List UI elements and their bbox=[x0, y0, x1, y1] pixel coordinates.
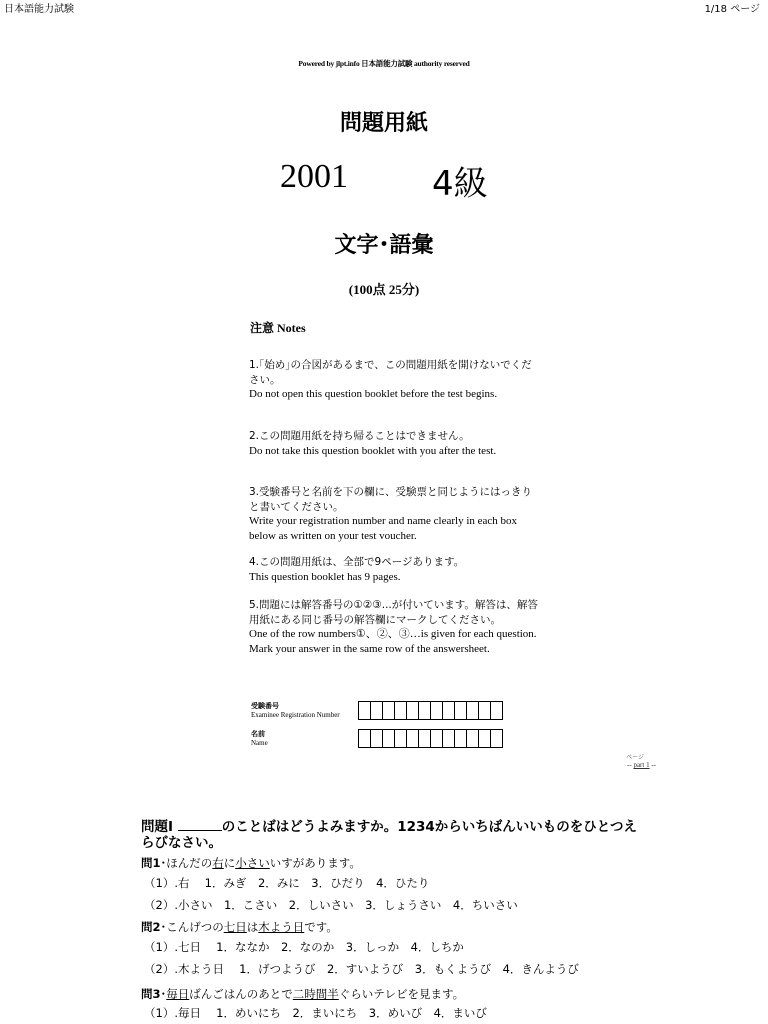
exam-level: 4級 bbox=[432, 164, 488, 204]
q-text: です。 bbox=[304, 920, 338, 934]
q-text: ばんごはんのあとで bbox=[189, 987, 293, 1001]
q-text: ･ bbox=[160, 987, 167, 1001]
note-en: Write your registration number and name clearly in each box below as written on your test voucher. bbox=[249, 515, 518, 542]
answer-options: （2）.小さい 1．こさい 2．しいさい 3．しょうさい 4．ちいさい bbox=[144, 898, 518, 912]
note-item bbox=[249, 555, 539, 584]
note-en: Do not open this question booklet before the test begins. bbox=[249, 388, 498, 400]
registration-label-jp: 受験番号 bbox=[251, 702, 279, 710]
name-label-en: Name bbox=[251, 739, 268, 747]
q-underlined: 小さい bbox=[235, 856, 270, 870]
q-underlined: 木よう日 bbox=[258, 920, 305, 934]
page-part-suffix: -- bbox=[649, 761, 656, 769]
exam-points-time: (100点 25分) bbox=[348, 282, 420, 297]
q-text: は bbox=[246, 920, 259, 934]
name-boxes[interactable] bbox=[358, 729, 502, 748]
page-title: 問題用紙 bbox=[339, 111, 428, 136]
note-item bbox=[249, 429, 539, 458]
exam-year: 2001 bbox=[280, 158, 348, 195]
question-1 bbox=[141, 855, 361, 871]
q-underlined: 七日 bbox=[223, 920, 247, 934]
question-2 bbox=[141, 919, 338, 935]
q-text: いすがあります。 bbox=[269, 856, 361, 870]
q-underlined: 毎日 bbox=[166, 987, 190, 1001]
note-en: One of the row numbers①、②、③…is given for each question. Mark your answer in the same row of the answersheet. bbox=[249, 628, 537, 655]
name-label bbox=[251, 730, 268, 748]
note-jp: 3.受験番号と名前を下の欄に、受験票と同じようにはっきりと書いてください。 bbox=[249, 486, 533, 513]
q-underlined: 二時間半 bbox=[292, 987, 339, 1001]
q-text: ･ほんだの bbox=[160, 856, 213, 870]
note-en: This question booklet has 9 pages. bbox=[249, 570, 401, 583]
question-section-intro bbox=[141, 818, 641, 851]
page-part-footer bbox=[627, 761, 656, 769]
notes-heading: 注意 Notes bbox=[250, 321, 306, 335]
section-instruction: のことばはどうよみますか。1234からいちばんいいものをひとつえらびなさい。 bbox=[141, 819, 638, 851]
note-jp: 2.この問題用紙を持ち帰ることはできません。 bbox=[249, 430, 470, 442]
exam-subject: 文字･語彙 bbox=[334, 233, 434, 258]
q-text: ･こんげつの bbox=[160, 920, 224, 934]
name-box[interactable] bbox=[490, 729, 503, 748]
name-label-jp: 名前 bbox=[251, 730, 265, 738]
header-page-indicator: 1/18 ページ bbox=[704, 4, 760, 15]
q-underlined: 右 bbox=[212, 856, 224, 870]
page-part-link[interactable]: part 1 bbox=[633, 761, 650, 769]
note-jp: 4.この問題用紙は、全部で9ページあります。 bbox=[249, 556, 465, 568]
note-item bbox=[249, 485, 539, 543]
answer-options: （2）.木よう日 1．げつようび 2．すいようび 3．もくようび 4．きんようび bbox=[144, 962, 579, 976]
note-item bbox=[249, 358, 539, 402]
question-label: 問1 bbox=[141, 856, 161, 870]
registration-label bbox=[251, 702, 340, 720]
registration-number-boxes[interactable] bbox=[358, 701, 502, 720]
answer-options: （1）.毎日 1．めいにち 2．まいにち 3．めいび 4．まいび bbox=[144, 1006, 487, 1020]
q-text: に bbox=[223, 856, 236, 870]
answer-options: （1）.七日 1．ななか 2．なのか 3．しっか 4．しちか bbox=[144, 940, 464, 954]
page-word: ページ bbox=[626, 754, 644, 761]
registration-label-en: Examinee Registration Number bbox=[251, 711, 340, 719]
note-en: Do not take this question booklet with you after the test. bbox=[249, 444, 497, 457]
blank-underline bbox=[178, 818, 222, 831]
powered-by-line: Powered by jlpt.info 日本語能力試験 authority reserved bbox=[298, 59, 470, 68]
section-number: 問題Ⅰ bbox=[141, 819, 174, 835]
question-label: 問2 bbox=[141, 920, 161, 934]
note-jp: 5.問題には解答番号の①②③...が付いています。解答は、解答用紙にある同じ番号の解答欄にマークしてください。 bbox=[249, 599, 538, 626]
note-jp: 1.｢始め｣の合図があるまで、この問題用紙を開けないでください。 bbox=[249, 359, 532, 386]
header-title: 日本語能力試験 bbox=[4, 4, 74, 15]
registration-box[interactable] bbox=[490, 701, 503, 720]
page-part-prefix: -- bbox=[627, 761, 634, 769]
question-label: 問3 bbox=[141, 987, 161, 1001]
question-3 bbox=[141, 986, 464, 1002]
answer-options: （1）.右 1．みぎ 2．みに 3．ひだり 4．ひたり bbox=[144, 876, 430, 890]
note-item bbox=[249, 598, 539, 656]
q-text: ぐらいテレビを見ます。 bbox=[338, 987, 465, 1001]
